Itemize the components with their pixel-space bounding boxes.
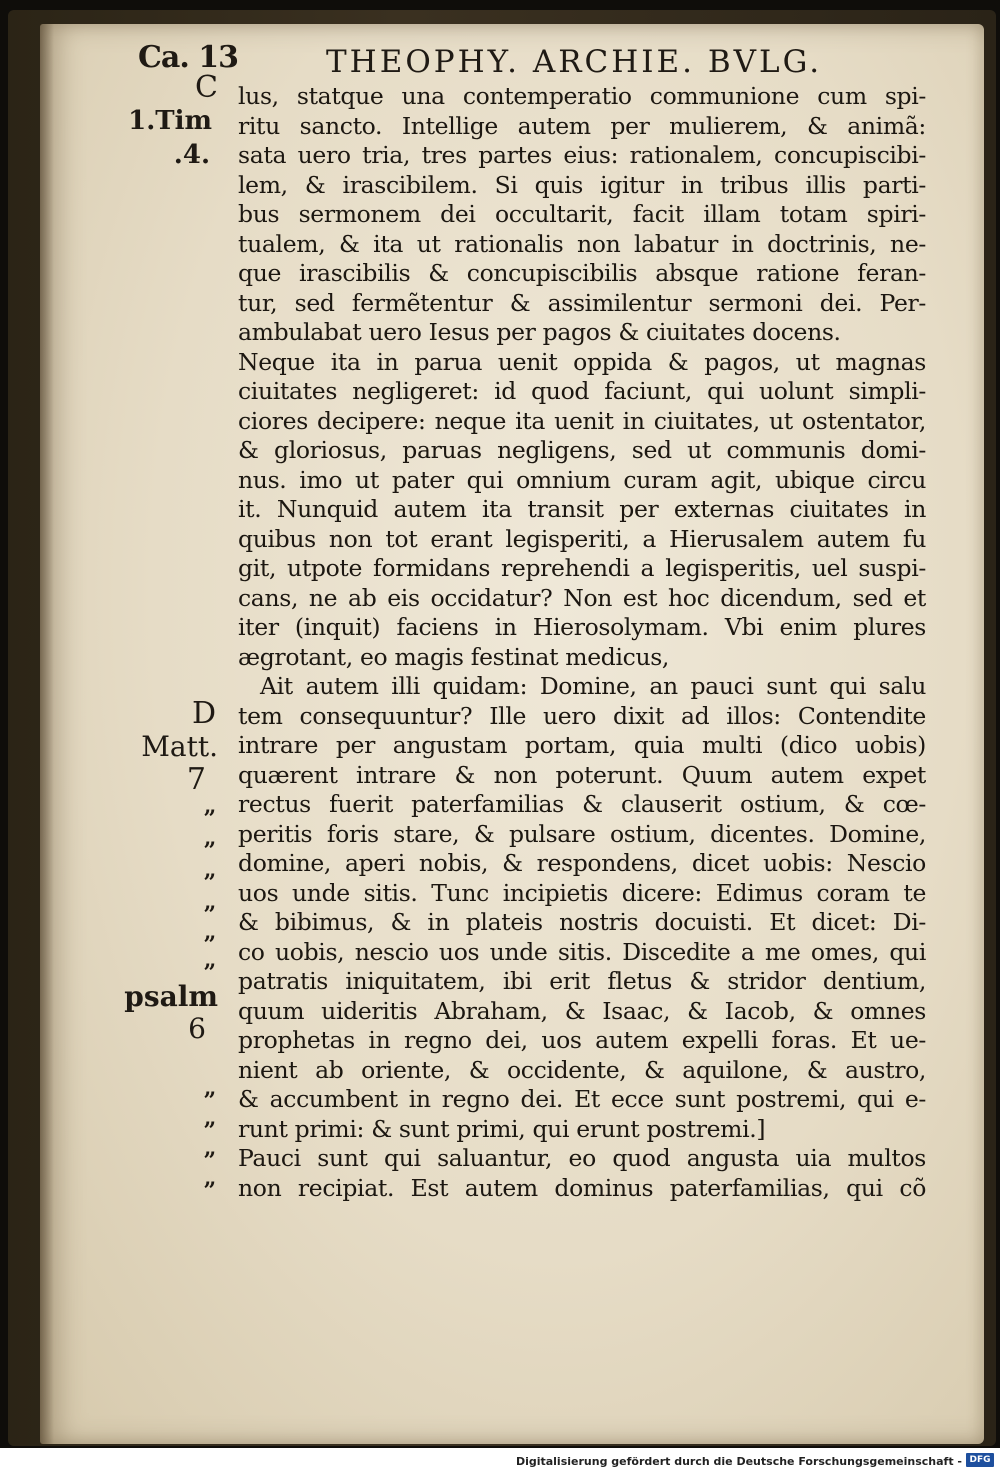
text-line: bus sermonem dei occultarit, facit illam totam spiri-	[238, 200, 926, 228]
text-line: lem, & irascibilem. Si quis igitur in tribus illis parti-	[238, 170, 926, 199]
text-line: & accumbent in regno dei. Et ecce sunt postremi, qui e-	[238, 1085, 926, 1113]
text-line: Ait autem illi quidam: Domine, an pauci sunt qui salu	[260, 672, 926, 700]
text-line: & bibimus, & in plateis nostris docuisti. Et dicet: Di-	[238, 908, 926, 936]
margin-quote-mark: ”	[203, 1118, 216, 1144]
text-line: ambulabat uero Iesus per pagos & ciuitates docens.	[238, 318, 841, 346]
footer-credit: Digitalisierung gefördert durch die Deutsche Forschungsgemeinschaft -	[515, 1455, 962, 1468]
margin-ref-psalm-number: 6	[188, 1012, 206, 1045]
margin-quote-mark: ”	[203, 870, 216, 896]
text-line: quibus non tot erant legisperiti, a Hierusalem autem fu	[238, 524, 926, 553]
text-line: nient ab oriente, & occidente, & aquilone, & austro,	[238, 1055, 926, 1084]
margin-quote-mark: ”	[203, 1088, 216, 1114]
text-line: prophetas in regno dei, uos autem expelli foras. Et ue-	[238, 1026, 926, 1054]
text-line: it. Nunquid autem ita transit per externas ciuitates in	[238, 495, 926, 523]
text-line: quum uideritis Abraham, & Isaac, & Iacob, & omnes	[238, 996, 926, 1025]
margin-ref-matt: Matt.	[141, 730, 218, 763]
dfg-logo: DFG	[966, 1453, 994, 1467]
margin-section-c: C	[195, 70, 218, 105]
text-line: patratis iniquitatem, ibi erit fletus & stridor dentium,	[238, 967, 926, 995]
text-line: quærent intrare & non poterunt. Quum autem expet	[238, 760, 926, 789]
text-line: sata uero tria, tres partes eius: rationalem, concupiscibi-	[238, 141, 926, 169]
margin-quote-mark: ”	[203, 932, 216, 958]
text-line: & gloriosus, paruas negligens, sed ut communis domi-	[238, 436, 926, 464]
margin-ref-psalm: psalm	[124, 980, 218, 1013]
margin-quote-mark: ”	[203, 838, 216, 864]
chapter-label: Ca. 13	[138, 40, 238, 75]
text-line: ritu sancto. Intellige autem per mulierem, & animã:	[238, 111, 926, 140]
margin-section-d: D	[191, 696, 216, 731]
text-line: ægrotant, eo magis festinat medicus,	[238, 642, 670, 671]
margin-quote-mark: ”	[203, 902, 216, 928]
text-line: non recipiat. Est autem dominus paterfamilias, qui cõ	[238, 1173, 926, 1202]
gutter-shadow	[40, 24, 54, 1444]
text-line: peritis foris stare, & pulsare ostium, dicentes. Domine,	[238, 819, 926, 848]
text-line: nus. imo ut pater qui omnium curam agit, ubique circu	[238, 465, 926, 494]
body-text	[238, 82, 926, 1203]
margin-ref-tim-number: .4.	[173, 140, 210, 170]
margin-quote-mark: ”	[203, 806, 216, 832]
text-line: runt primi: & sunt primi, qui erunt postremi.]	[238, 1114, 766, 1143]
text-line: domine, aperi nobis, & respondens, dicet uobis: Nescio	[238, 849, 926, 877]
text-line: tualem, & ita ut rationalis non labatur in doctrinis, ne-	[238, 229, 926, 258]
text-line: cans, ne ab eis occidatur? Non est hoc dicendum, sed et	[238, 583, 926, 612]
text-line: ciores decipere: neque ita uenit in ciuitates, ut ostentator,	[238, 406, 926, 435]
text-line: uos unde sitis. Tunc incipietis dicere: Edimus coram te	[238, 878, 926, 907]
text-line: git, utpote formidans reprehendi a legisperitis, uel suspi-	[238, 554, 926, 582]
text-line: co uobis, nescio uos unde sitis. Discedite a me omes, qui	[238, 937, 926, 966]
text-line: que irascibilis & concupiscibilis absque ratione feran-	[238, 259, 926, 287]
text-line: tur, sed fermẽtentur & assimilentur sermoni dei. Per-	[238, 288, 926, 317]
text-line: Pauci sunt qui saluantur, eo quod angusta uia multos	[238, 1144, 926, 1172]
text-line: intrare per angustam portam, quia multi (dico uobis)	[238, 731, 926, 759]
text-line: ciuitates negligeret: id quod faciunt, qui uolunt simpli-	[238, 377, 926, 405]
margin-ref-matt-number: 7	[186, 762, 206, 797]
margin-ref-tim: 1.Tim	[128, 106, 212, 136]
text-line: tem consequuntur? Ille uero dixit ad illos: Contendite	[238, 701, 926, 730]
text-line: iter (inquit) faciens in Hierosolymam. Vbi enim plures	[238, 613, 926, 641]
margin-quote-mark: ”	[203, 1148, 216, 1174]
text-line: rectus fuerit paterfamilias & clauserit ostium, & cœ-	[238, 790, 926, 818]
running-header: THEOPHY. ARCHIE. BVLG.	[326, 44, 823, 80]
margin-quote-mark: ”	[203, 1178, 216, 1204]
text-line: Neque ita in parua uenit oppida & pagos, ut magnas	[238, 347, 926, 376]
margin-quote-mark: ”	[203, 960, 216, 986]
text-line: lus, statque una contemperatio communione cum spi-	[238, 82, 926, 110]
